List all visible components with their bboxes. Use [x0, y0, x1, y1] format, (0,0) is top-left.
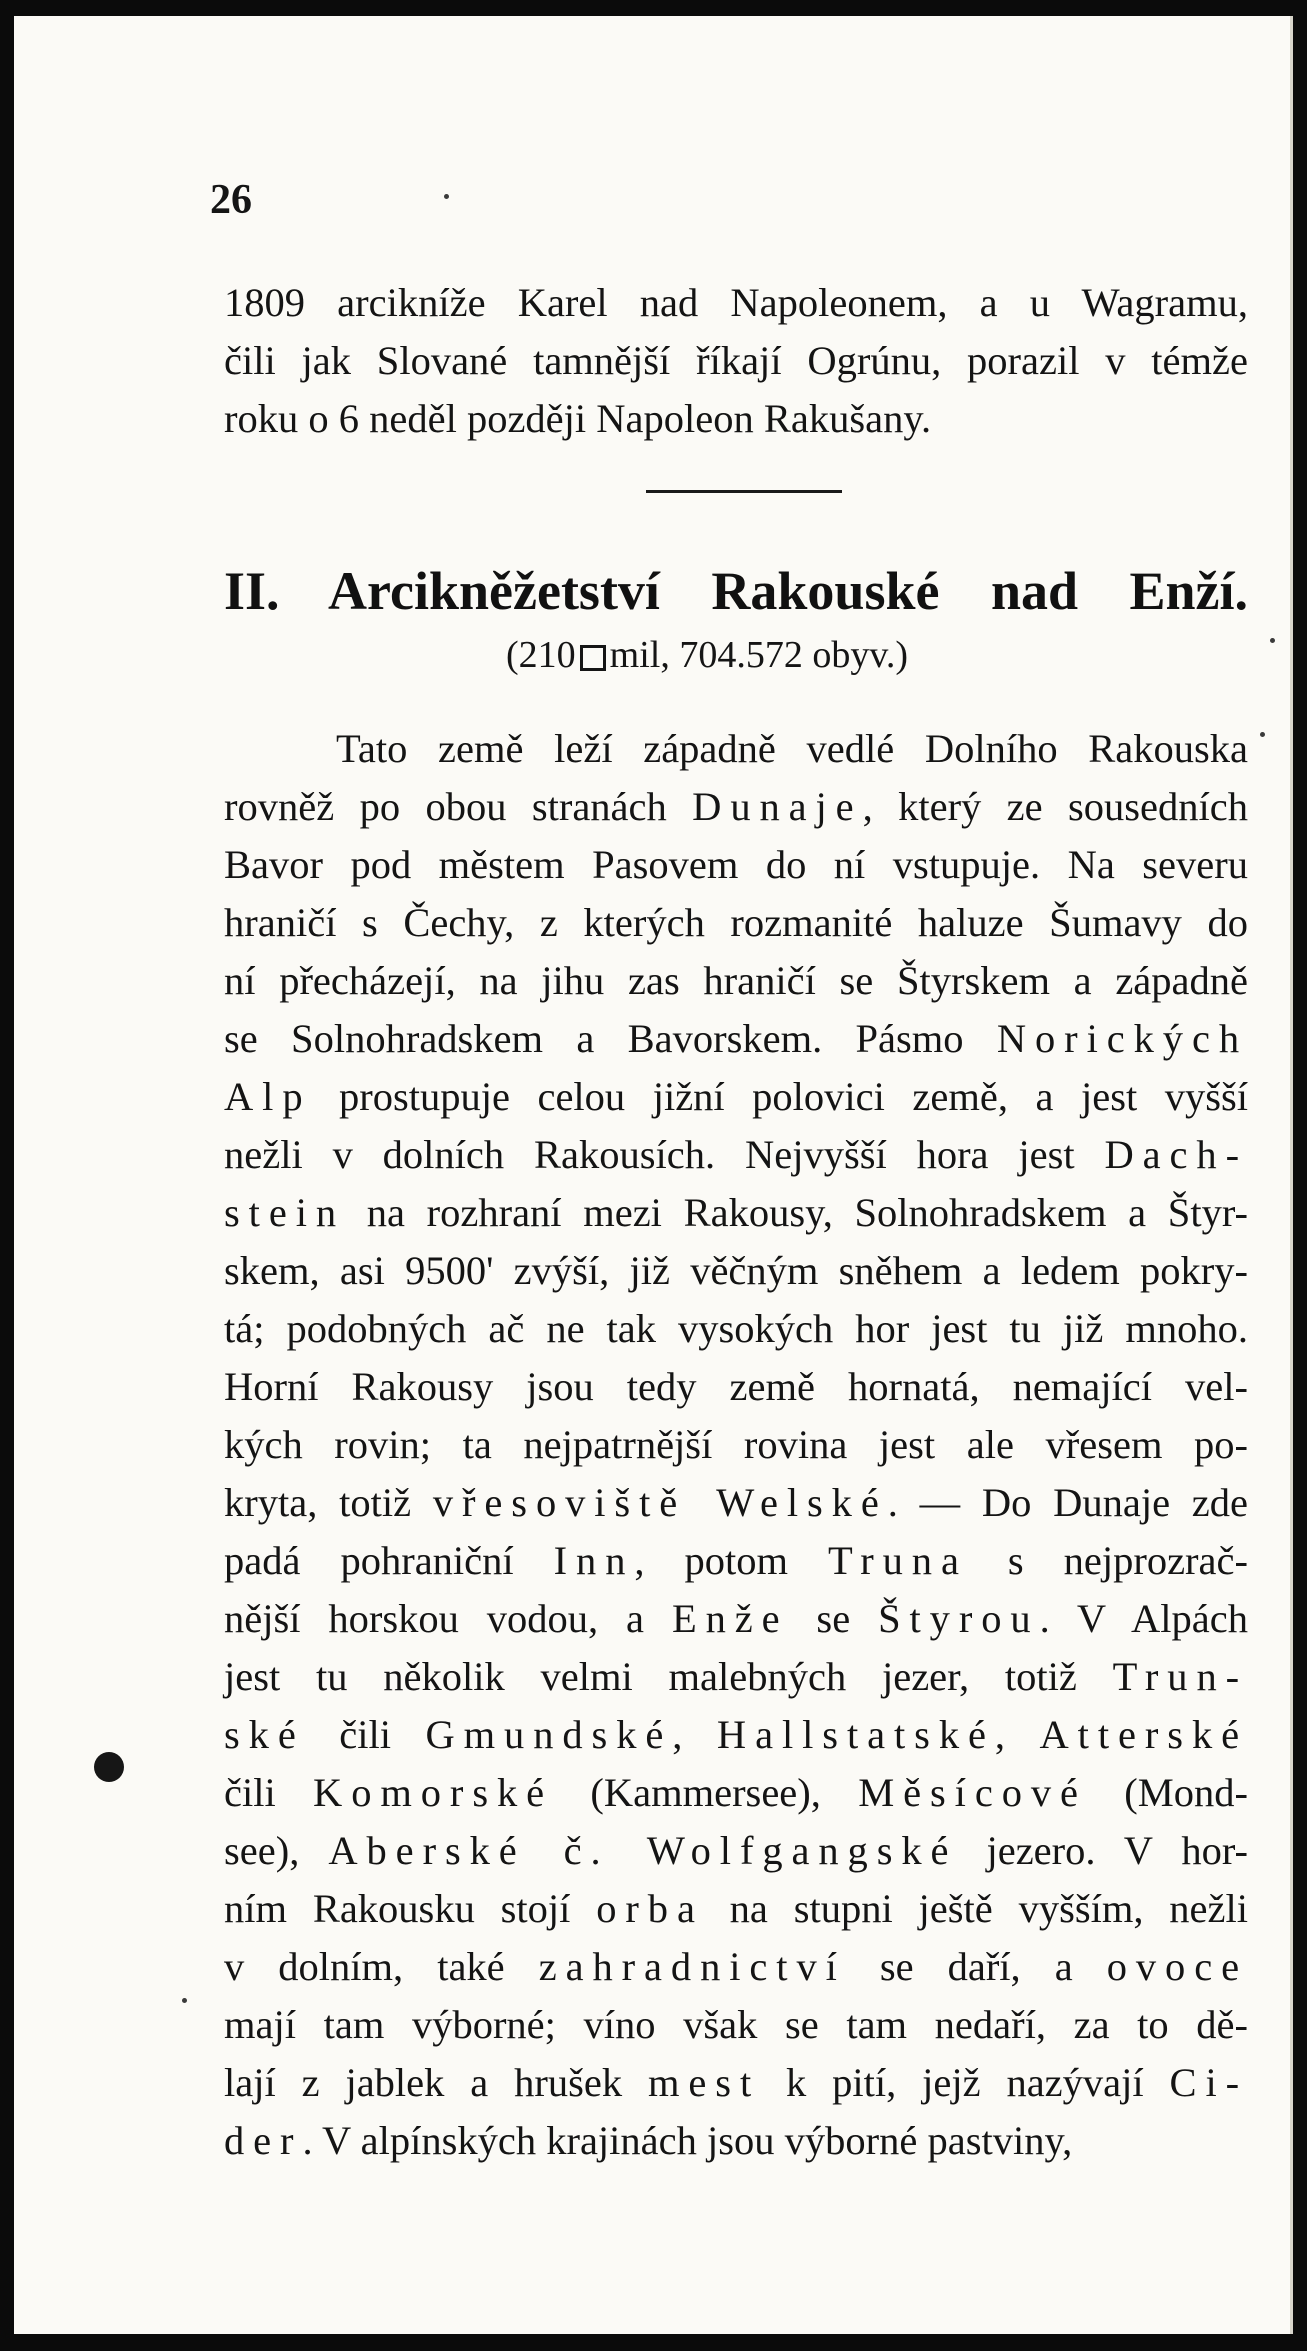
- text-run: lají z jablek a hrušek: [224, 2060, 648, 2105]
- body-line: [224, 1474, 1248, 1532]
- body-line: [224, 2112, 1248, 2170]
- text-run: skem, asi 9500' zvýší, již věčným sněhem a ledem pokry-: [224, 1248, 1248, 1293]
- body-line: [224, 1126, 1248, 1184]
- spaced-term: zahradnictví: [538, 1944, 846, 1989]
- spaced-term: Měsícové: [858, 1770, 1087, 1815]
- body-line: [224, 1590, 1248, 1648]
- spaced-term: Atterské: [1039, 1712, 1248, 1757]
- body-line: [224, 1822, 1248, 1880]
- text-run: hraničí s Čechy, z kterých rozmanité haluze Šumavy do: [224, 900, 1248, 945]
- speck: [1270, 638, 1275, 643]
- spaced-term: Gmundské: [425, 1712, 673, 1757]
- text-run: rovněž po obou stranách: [224, 784, 693, 829]
- spaced-term: Norických: [996, 1016, 1248, 1061]
- text-run: kých rovin; ta nejpatrnější rovina jest ale vřesem po-: [224, 1422, 1248, 1467]
- spaced-term: Truna: [828, 1538, 968, 1583]
- square-mile-icon: [580, 645, 606, 671]
- section-separator: [646, 490, 842, 493]
- text-run: ,: [672, 1712, 717, 1757]
- intro-line: čili jak Slované tamnější říkají Ogrúnu, porazil v témže: [224, 338, 1248, 383]
- body-line: [224, 1706, 1248, 1764]
- text-run: Horní Rakousy jsou tedy země hornatá, nemající vel-: [224, 1364, 1248, 1409]
- text-run: ,: [994, 1712, 1040, 1757]
- speck: [182, 1998, 187, 2003]
- text-run: jest tu několik velmi malebných jezer, totiž: [224, 1654, 1113, 1699]
- body-line: [224, 1184, 1248, 1242]
- intro-paragraph: [224, 274, 1248, 448]
- subheading-population: mil, 704.572 obyv.): [609, 634, 909, 676]
- text-run: tá; podobných ač ne tak vysokých hor jest tu již mnoho.: [224, 1306, 1248, 1351]
- ink-spot: [94, 1752, 124, 1782]
- text-run: Tato země leží západně vedlé Dolního Rakouska: [336, 726, 1248, 771]
- body-line: [224, 1358, 1248, 1416]
- book-page: [14, 16, 1293, 2334]
- body-line: [224, 1648, 1248, 1706]
- text-run: mají tam výborné; víno však se tam nedaří, za to dě-: [224, 2002, 1248, 2047]
- intro-line: roku o 6 neděl později Napoleon Rakušany.: [224, 396, 932, 441]
- subheading-area: (210: [506, 634, 576, 676]
- body-line: [224, 1068, 1248, 1126]
- spaced-term: Dach-: [1104, 1132, 1248, 1177]
- body-line: [224, 1938, 1248, 1996]
- spaced-term: vřesoviště Welské: [432, 1480, 888, 1525]
- spaced-term: Aberské č. Wolfgangské: [328, 1828, 958, 1873]
- text-run: v dolním, také: [224, 1944, 539, 1989]
- spaced-term: Inn: [553, 1538, 635, 1583]
- text-run: kryta, totiž: [224, 1480, 433, 1525]
- body-line: [224, 1416, 1248, 1474]
- text-run: ním Rakousku stojí: [224, 1886, 597, 1931]
- spaced-term: orba: [596, 1886, 704, 1931]
- spaced-term: Ci-: [1169, 2060, 1248, 2105]
- spaced-term: Hallstatské: [716, 1712, 995, 1757]
- body-line: [224, 952, 1248, 1010]
- body-paragraph: [224, 720, 1248, 2170]
- body-line: [224, 1300, 1248, 1358]
- text-run: . — Do Dunaje zde: [887, 1480, 1249, 1525]
- spaced-term: der: [224, 2118, 303, 2163]
- text-run: se: [788, 1596, 879, 1641]
- spaced-term: Dunaje: [692, 784, 863, 829]
- text-run: s nejprozrač-: [967, 1538, 1248, 1583]
- page-number: 26: [210, 177, 252, 223]
- text-run: (Kammersee),: [553, 1770, 859, 1815]
- body-line: [224, 1764, 1248, 1822]
- text-run: čili: [224, 1770, 314, 1815]
- text-run: na stupni ještě vyšším, nežli: [703, 1886, 1248, 1931]
- text-run: (Mond-: [1086, 1770, 1248, 1815]
- body-line: [224, 1242, 1248, 1300]
- text-run: , potom: [634, 1538, 829, 1583]
- body-line: [224, 894, 1248, 952]
- text-run: čili: [304, 1712, 426, 1757]
- spaced-term: Štyrou: [878, 1596, 1040, 1641]
- body-line: [224, 2054, 1248, 2112]
- body-line: [224, 1996, 1248, 2054]
- body-line: [224, 1880, 1248, 1938]
- text-run: jezero. V hor-: [957, 1828, 1248, 1873]
- text-run: padá pohraniční: [224, 1538, 554, 1583]
- body-line: [224, 1010, 1248, 1068]
- spaced-term: stein: [224, 1190, 346, 1235]
- intro-line: 1809 arcikníže Karel nad Napoleonem, a u Wagramu,: [224, 280, 1248, 325]
- text-run: k pití, jejž nazývají: [760, 2060, 1170, 2105]
- text-run: na rozhraní mezi Rakousy, Solnohradskem a Štyr-: [345, 1190, 1248, 1235]
- spaced-term: Alp: [224, 1074, 312, 1119]
- speck: [1260, 732, 1265, 737]
- text-run: . V Alpách: [1039, 1596, 1248, 1641]
- text-run: se Solnohradskem a Bavorskem. Pásmo: [224, 1016, 997, 1061]
- text-run: se daří, a: [845, 1944, 1107, 1989]
- text-run: . V alpínských krajinách jsou výborné pastviny,: [302, 2118, 1073, 2163]
- body-line: [224, 720, 1248, 778]
- body-line: [224, 836, 1248, 894]
- spaced-term: mest: [647, 2060, 761, 2105]
- spaced-term: Trun-: [1112, 1654, 1248, 1699]
- text-run: prostupuje celou jižní polovici země, a jest vyšší: [311, 1074, 1248, 1119]
- text-run: see),: [224, 1828, 329, 1873]
- body-line: [224, 778, 1248, 836]
- text-run: ní přecházejí, na jihu zas hraničí se Štyrskem a západně: [224, 958, 1248, 1003]
- text-run: Bavor pod městem Pasovem do ní vstupuje. Na severu: [224, 842, 1248, 887]
- section-subheading: [506, 630, 908, 680]
- spaced-term: Enže: [671, 1596, 789, 1641]
- section-heading: II. Arcikněžetství Rakouské nad Enží.: [224, 561, 1248, 621]
- spaced-term: Komorské: [313, 1770, 554, 1815]
- body-line: [224, 1532, 1248, 1590]
- text-run: nežli v dolních Rakousích. Nejvyšší hora jest: [224, 1132, 1105, 1177]
- speck: [444, 194, 449, 199]
- spaced-term: ovoce: [1106, 1944, 1248, 1989]
- spaced-term: ské: [224, 1712, 305, 1757]
- text-run: , který ze sousedních: [862, 784, 1248, 829]
- text-run: nější horskou vodou, a: [224, 1596, 672, 1641]
